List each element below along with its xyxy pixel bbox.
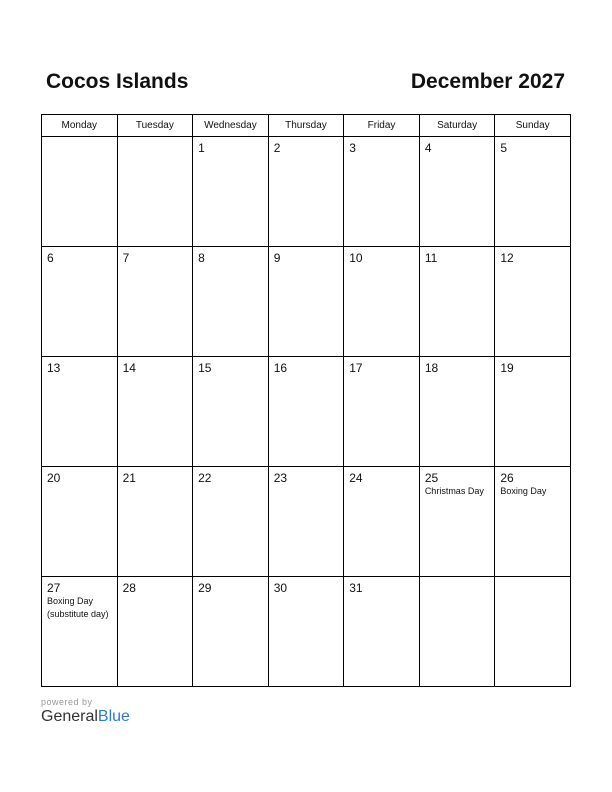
day-number: 19 — [500, 361, 514, 375]
day-cell — [117, 357, 193, 467]
day-cell — [117, 137, 193, 247]
weekday-wednesday: Wednesday — [193, 115, 269, 137]
day-cell — [419, 357, 495, 467]
month-title: December 2027 — [410, 70, 565, 93]
day-cell — [117, 247, 193, 357]
generalblue-logo[interactable] — [41, 708, 130, 726]
day-cell — [268, 467, 344, 577]
day-cell — [268, 247, 344, 357]
calendar-grid — [41, 114, 571, 687]
week-row — [42, 137, 571, 247]
day-cell — [344, 467, 420, 577]
generalblue-branding[interactable] — [41, 697, 130, 726]
weekday-header-row — [42, 115, 571, 137]
day-number: 13 — [47, 361, 61, 375]
day-cell — [495, 467, 571, 577]
day-cell — [42, 467, 118, 577]
day-cell — [419, 137, 495, 247]
day-cell — [495, 577, 571, 687]
day-number: 23 — [273, 471, 288, 485]
day-cell — [193, 467, 269, 577]
day-number: 6 — [47, 251, 54, 265]
day-number: 8 — [198, 251, 205, 265]
day-cell — [268, 137, 344, 247]
day-number: 26 — [500, 471, 514, 485]
weekday-thursday: Thursday — [268, 115, 344, 137]
day-number: 3 — [349, 141, 356, 155]
day-cell — [419, 577, 495, 687]
day-number: 5 — [500, 141, 508, 155]
day-number: 4 — [424, 141, 432, 155]
day-cell — [344, 577, 420, 687]
day-number: 24 — [349, 471, 363, 485]
day-cell — [193, 357, 269, 467]
day-number: 28 — [122, 581, 136, 595]
day-number: 1 — [198, 141, 205, 155]
holiday-label: Christmas Day — [424, 486, 484, 496]
day-number: 18 — [424, 361, 439, 375]
day-cell — [268, 577, 344, 687]
weekday-saturday: Saturday — [419, 115, 495, 137]
day-cell — [495, 357, 571, 467]
logo-text-general: General — [41, 708, 98, 725]
day-number: 30 — [273, 581, 288, 595]
day-number: 7 — [122, 251, 130, 265]
day-cell — [42, 577, 118, 687]
weekday-tuesday: Tuesday — [117, 115, 193, 137]
region-title: Cocos Islands — [46, 70, 189, 93]
week-row — [42, 577, 571, 687]
day-cell — [268, 357, 344, 467]
holiday-label: Boxing Day — [500, 486, 547, 496]
day-cell — [117, 577, 193, 687]
day-number: 15 — [198, 361, 212, 375]
day-cell — [42, 137, 118, 247]
day-cell — [495, 247, 571, 357]
day-number: 11 — [424, 251, 438, 265]
day-number: 14 — [122, 361, 136, 375]
day-number: 17 — [349, 361, 363, 375]
day-number: 21 — [122, 471, 136, 485]
day-number: 9 — [273, 251, 281, 265]
day-cell — [495, 137, 571, 247]
day-cell — [117, 467, 193, 577]
day-number: 10 — [349, 251, 363, 265]
day-number: 25 — [424, 471, 439, 485]
day-cell — [193, 137, 269, 247]
day-number: 27 — [47, 581, 61, 595]
day-number: 20 — [47, 471, 61, 485]
weekday-monday: Monday — [42, 115, 118, 137]
powered-by-text: powered by — [41, 697, 93, 707]
day-cell — [42, 357, 118, 467]
day-cell — [344, 357, 420, 467]
day-number: 2 — [273, 141, 281, 155]
day-number: 29 — [198, 581, 212, 595]
day-number: 12 — [500, 251, 514, 265]
day-cell — [419, 247, 495, 357]
week-row — [42, 357, 571, 467]
day-cell — [193, 247, 269, 357]
logo-text-blue: Blue — [97, 708, 130, 725]
week-row — [42, 247, 571, 357]
day-cell — [344, 137, 420, 247]
day-cell — [344, 247, 420, 357]
day-cell — [419, 467, 495, 577]
day-cell — [193, 577, 269, 687]
day-number: 22 — [198, 471, 212, 485]
weekday-friday: Friday — [344, 115, 420, 137]
day-cell — [42, 247, 118, 357]
day-number: 31 — [349, 581, 363, 595]
holiday-label: Boxing Day (substitute day) — [47, 596, 109, 619]
weekday-sunday: Sunday — [495, 115, 571, 137]
week-row — [42, 467, 571, 577]
day-number: 16 — [273, 361, 288, 375]
